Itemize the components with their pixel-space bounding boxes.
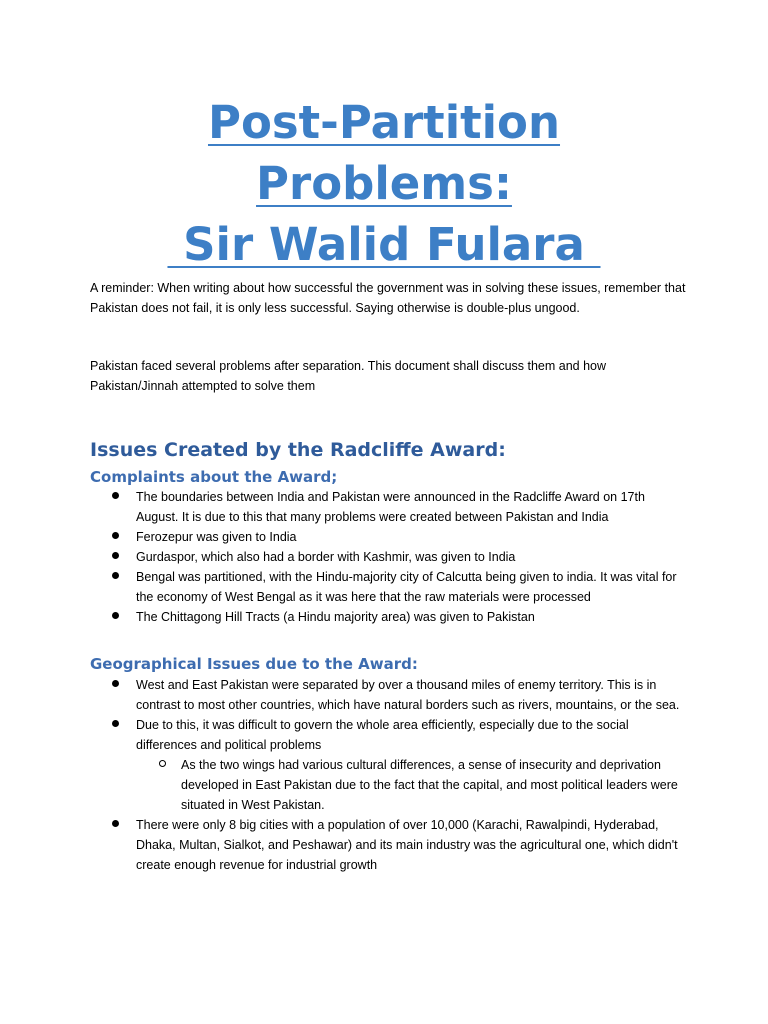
title-line-2: Problems: [256,157,512,210]
bullet-icon [112,612,119,619]
section-heading-radcliffe: Issues Created by the Radcliffe Award: [90,439,506,461]
bullet-icon [112,492,119,499]
bullet-icon [112,680,119,687]
list-item [90,675,680,715]
list-item-text: The boundaries between India and Pakistan were announced in the Radcliffe Award on 17th August. It is due to this that many problems were created between Pakistan and India [136,490,645,524]
subheading-complaints: Complaints about the Award; [90,468,338,486]
bullet-icon [112,720,119,727]
title-line-1: Post-Partition [207,96,561,149]
bullet-icon [112,572,119,579]
hollow-bullet-icon [159,760,166,767]
reminder-paragraph: A reminder: When writing about how successful the government was in solving these issues, remember that Pakistan does not fail, it is only less successful. Saying otherwise is double-plus ungood. [90,281,686,315]
list-item [90,487,680,527]
intro-paragraph: Pakistan faced several problems after separation. This document shall discuss them and how Pakistan/Jinnah attempted to solve them [90,359,607,393]
document-title [0,92,768,275]
list-item-text: There were only 8 big cities with a population of over 10,000 (Karachi, Rawalpindi, Hyderabad, Dhaka, Multan, Sialkot, and Peshawar) and its main industry was the agricultural one, which didn't create enough revenue for industrial growth [136,818,678,872]
list-item-text: The Chittagong Hill Tracts (a Hindu majority area) was given to Pakistan [136,610,535,624]
list-item-text: Ferozepur was given to India [136,530,297,544]
list-item [90,567,680,607]
list-item [90,715,680,815]
bullet-icon [112,552,119,559]
bullet-icon [112,532,119,539]
list-item-text: Due to this, it was difficult to govern the whole area efficiently, especially due to the social differences and political problems [136,718,629,752]
subheading-geographical: Geographical Issues due to the Award: [90,655,418,673]
sub-list [136,755,680,815]
complaints-list [90,487,680,627]
list-item [90,815,680,875]
bullet-icon [112,820,119,827]
geographical-list [90,675,680,875]
sub-list-item [136,755,680,815]
list-item [90,547,680,567]
sub-list-item-text: As the two wings had various cultural differences, a sense of insecurity and deprivation developed in East Pakistan due to the fact that the capital, and most political leaders were situated in West Pakistan. [181,758,678,812]
list-item-text: Gurdaspor, which also had a border with Kashmir, was given to India [136,550,516,564]
list-item [90,607,680,627]
list-item [90,527,680,547]
list-item-text: West and East Pakistan were separated by over a thousand miles of enemy territory. This is in contrast to most other countries, which have natural borders such as rivers, mountains, or the sea. [136,678,680,712]
title-line-3: Sir Walid Fulara [167,218,601,271]
list-item-text: Bengal was partitioned, with the Hindu-majority city of Calcutta being given to india. It was vital for the economy of West Bengal as it was here that the raw materials were processed [136,570,677,604]
